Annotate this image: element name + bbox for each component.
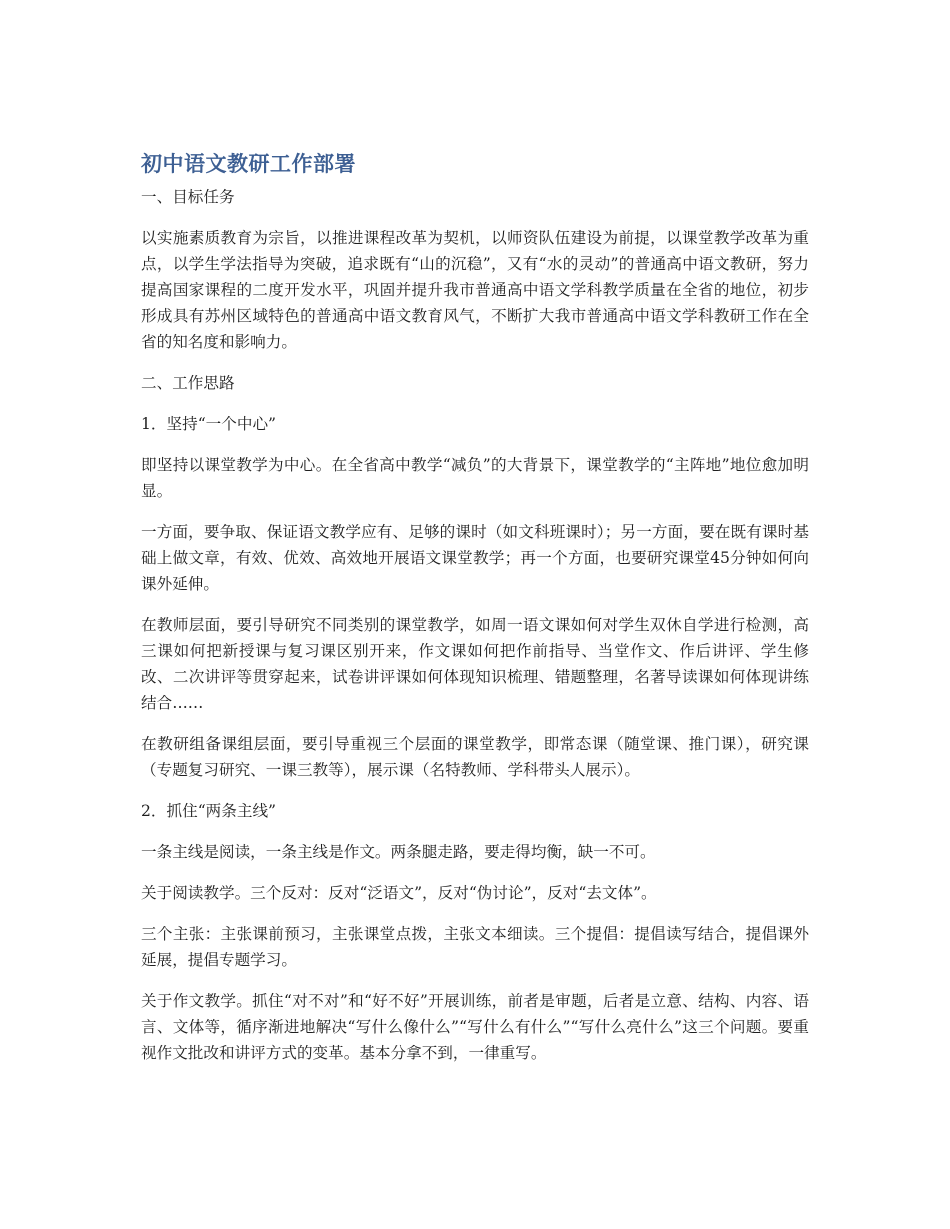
document-page — [141, 148, 809, 1081]
paragraph-goals: 以实施素质教育为宗旨，以推进课程改革为契机，以师资队伍建设为前提，以课堂教学改革为重点，以学生学法指导为突破，追求既有“山的沉稳”，又有“水的灵动”的普通高中语文教研，努力提高国家课程的二度开发水平，巩固并提升我市普通高中语文学科教学质量在全省的地位，初步形成具有苏州区域特色的普通高中语文教育风气，不断扩大我市普通高中语文学科教研工作在全省的知名度和影响力。 — [141, 229, 809, 351]
section-heading-goals: 一、目标任务 — [141, 188, 235, 206]
paragraph-writing-teaching: 关于作文教学。抓住“对不对”和“好不好”开展训练，前者是审题，后者是立意、结构、内容、语言、文体等，循序渐进地解决“写什么像什么”“写什么有什么”“写什么亮什么”这三个问题。要重视作文批改和讲评方式的变革。基本分拿不到，一律重写。 — [141, 992, 809, 1062]
paragraph-reading-advocate: 三个主张：主张课前预习，主张课堂点拨，主张文本细读。三个提倡：提倡读写结合，提倡课外延展，提倡专题学习。 — [141, 925, 809, 969]
paragraph-class-hours: 一方面，要争取、保证语文教学应有、足够的课时（如文科班课时）；另一方面，要在既有课时基础上做文章，有效、优效、高效地开展语文课堂教学；再一个方面，也要研究课堂45分钟如何向课外延伸。 — [141, 523, 809, 593]
paragraph-classroom-center: 即坚持以课堂教学为中心。在全省高中教学“减负”的大背景下，课堂教学的“主阵地”地位愈加明显。 — [141, 456, 809, 500]
subheading-one-center: 1．坚持“一个中心” — [141, 415, 277, 433]
paragraph-group-level: 在教研组备课组层面，要引导重视三个层面的课堂教学，即常态课（随堂课、推门课），研究课（专题复习研究、一课三教等），展示课（名特教师、学科带头人展示）。 — [141, 735, 809, 779]
paragraph-teacher-level: 在教师层面，要引导研究不同类别的课堂教学，如周一语文课如何对学生双休自学进行检测，高三课如何把新授课与复习课区别开来，作文课如何把作前指导、当堂作文、作后讲评、学生修改、二次讲评等贯穿起来，试卷讲评课如何体现知识梳理、错题整理，名著导读课如何体现讲练结合…… — [141, 616, 809, 712]
paragraph-two-lines: 一条主线是阅读，一条主线是作文。两条腿走路，要走得均衡，缺一不可。 — [141, 843, 656, 861]
document-title: 初中语文教研工作部署 — [141, 152, 356, 176]
subheading-two-lines: 2．抓住“两条主线” — [141, 802, 277, 820]
section-heading-approach: 二、工作思路 — [141, 374, 235, 392]
paragraph-reading-oppose: 关于阅读教学。三个反对：反对“泛语文”，反对“伪讨论”，反对“去文体”。 — [141, 884, 657, 902]
